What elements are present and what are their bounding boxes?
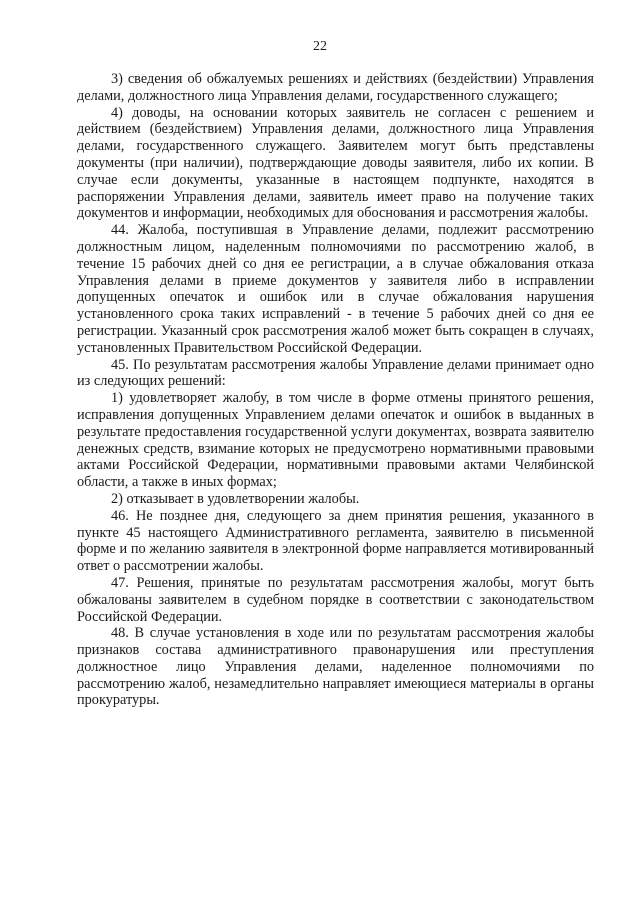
clause-48-paragraph: 48. В случае установления в ходе или по результатам рассмотрения жалобы признаков состава административного правонарушения или преступления должностное лицо Управления делами, наделенное полномочиями по рассмотрению жалоб, незамедлительно направляет имеющиеся материалы в органы прокуратуры. [77,625,594,709]
decision-2-paragraph: 2) отказывает в удовлетворении жалобы. [111,490,360,507]
clause-45-paragraph: 45. По результатам рассмотрения жалобы Управление делами принимает одно из следующих решений: [77,356,594,390]
page-number: 22 [313,39,327,54]
decision-1-paragraph: 1) удовлетворяет жалобу, в том числе в форме отмены принятого решения, исправления допущенных Управлением делами опечаток и ошибок в выданных в результате предоставления государственной услуги документах, возврата заявителю денежных средств, взимание которых не предусмотрено нормативными правовыми актами Российской Федерации, нормативными правовыми актами Челябинской области, а также в иных формах; [77,390,594,491]
clause-47-paragraph: 47. Решения, принятые по результатам рассмотрения жалобы, могут быть обжалованы заявителем в судебном порядке в соответствии с законодательством Российской Федерации. [77,574,594,625]
clause-44-paragraph: 44. Жалоба, поступившая в Управление делами, подлежит рассмотрению должностным лицом, наделенным полномочиями по рассмотрению жалоб, в течение 15 рабочих дней со дня ее регистрации, а в случае обжалования отказа Управления делами в приеме документов у заявителя либо в исправлении допущенных опечаток и ошибок или в случае обжалования нарушения установленного срока таких исправлений - в течение 5 рабочих дней со дня ее регистрации. Указанный срок рассмотрения жалоб может быть сокращен в случаях, установленных Правительством Российской Федерации. [77,222,594,356]
document-body [77,71,594,709]
subitem-3-paragraph: 3) сведения об обжалуемых решениях и действиях (бездействии) Управления делами, должностного лица Управления делами, государственного служащего; [77,71,594,104]
subitem-4-paragraph: 4) доводы, на основании которых заявитель не согласен с решением и действием (бездействием) Управления делами, должностного лица Управления делами, государственного служащего. Заявителем могут быть представлены документы (при наличии), подтверждающие доводы заявителя, либо их копии. В случае если документы, указанные в настоящем подпункте, находятся в распоряжении Управления делами, заявитель имеет право на получение таких документов и информации, необходимых для обоснования и рассмотрения жалобы. [77,104,594,222]
clause-46-paragraph: 46. Не позднее дня, следующего за днем принятия решения, указанного в пункте 45 настоящего Административного регламента, заявителю в письменной форме и по желанию заявителя в электронной форме направляется мотивированный ответ о рассмотрении жалобы. [77,507,594,575]
